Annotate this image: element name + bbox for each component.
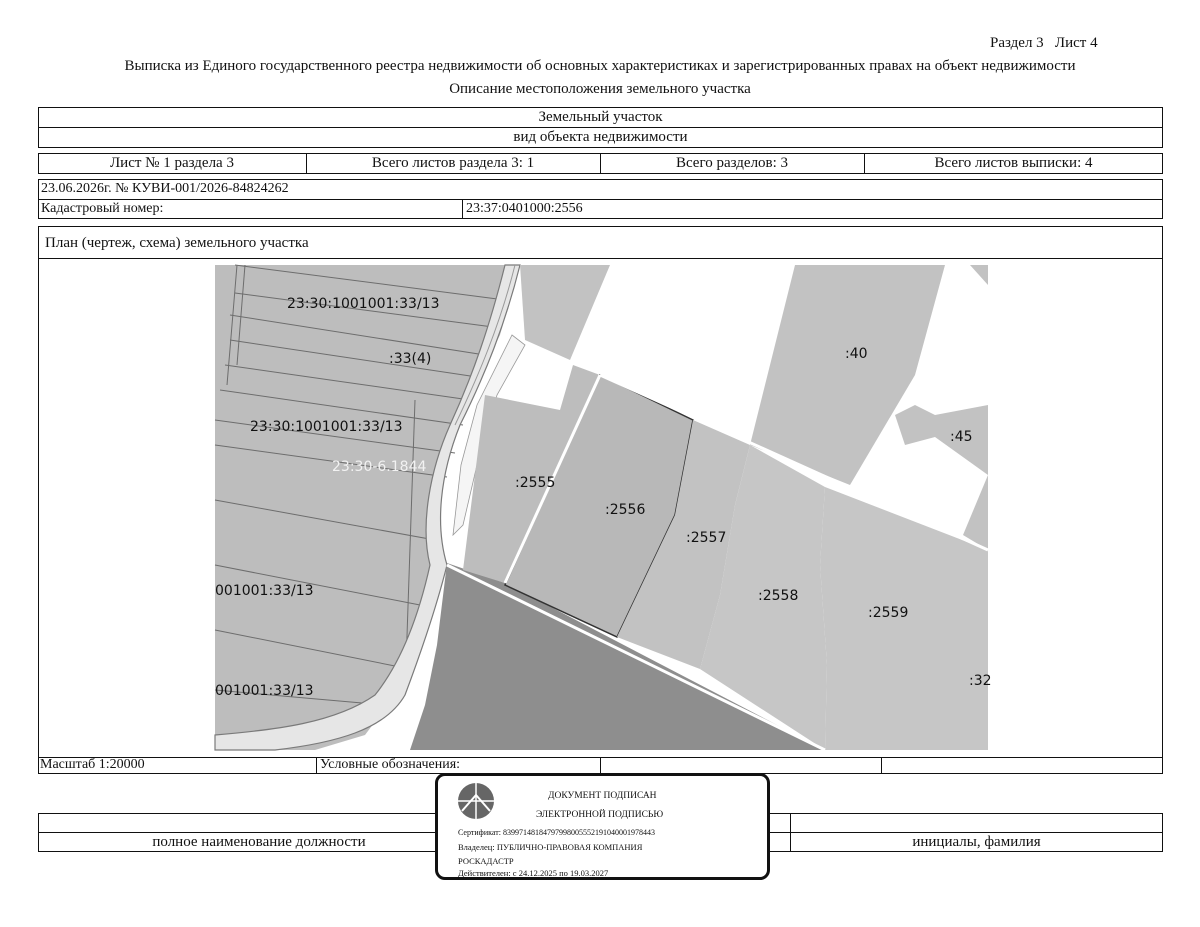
map-label-l3: 23:30:1001001:33/13: [250, 419, 403, 435]
document-title: Выписка из Единого государственного реестра недвижимости об основных характеристиках и зарегистрированных правах на объект недвижимости: [124, 58, 1076, 74]
map-label-2555: :2555: [515, 475, 556, 491]
cadastral-map: [215, 265, 992, 750]
map-label-2559: :2559: [868, 605, 909, 621]
stamp-line1: ДОКУМЕНТ ПОДПИСАН: [548, 791, 657, 801]
record-date-number: 23.06.2026г. № КУВИ-001/2026-84824262: [41, 181, 289, 196]
name-caption: инициалы, фамилия: [912, 834, 1041, 850]
total-section-sheets: Всего листов раздела 3: 1: [371, 155, 535, 171]
total-sections: Всего разделов: 3: [675, 155, 789, 171]
map-label-l1: 23:30:1001001:33/13: [287, 296, 440, 312]
map-label-l2: :33(4): [389, 351, 432, 367]
emblem-icon: [456, 781, 496, 821]
map-label-l6: 001001:33/13: [215, 683, 314, 699]
map-label-l4: 23:30-6.1844: [332, 459, 427, 475]
map-label-32: :32: [969, 673, 992, 689]
e-signature-stamp: [435, 773, 770, 880]
position-caption: полное наименование должности: [152, 834, 366, 850]
total-extract-sheets: Всего листов выписки: 4: [934, 155, 1093, 171]
map-label-45: :45: [950, 429, 973, 445]
section-sheet-label: Раздел 3 Лист 4: [990, 35, 1098, 51]
cadastral-value: 23:37:0401000:2556: [466, 201, 583, 216]
plan-title: План (чертеж, схема) земельного участка: [45, 235, 309, 251]
cadastral-label: Кадастровый номер:: [41, 201, 164, 216]
map-label-l5: 001001:33/13: [215, 583, 314, 599]
map-label-40: :40: [845, 346, 868, 362]
map-label-2556: :2556: [605, 502, 646, 518]
stamp-line2: ЭЛЕКТРОННОЙ ПОДПИСЬЮ: [536, 810, 664, 820]
stamp-owner2: РОСКАДАСТР: [458, 856, 514, 866]
map-label-2557: :2557: [686, 530, 727, 546]
object-type: Земельный участок: [538, 109, 663, 125]
map-label-2558: :2558: [758, 588, 799, 604]
document-subtitle: Описание местоположения земельного участка: [449, 81, 751, 97]
sheet-number: Лист № 1 раздела 3: [110, 155, 234, 171]
stamp-owner: Владелец: ПУБЛИЧНО-ПРАВОВАЯ КОМПАНИЯ: [458, 842, 643, 852]
legend-label: Условные обозначения:: [320, 757, 461, 772]
object-type-caption: вид объекта недвижимости: [513, 129, 688, 145]
scale-label: Масштаб 1:20000: [40, 757, 145, 772]
stamp-certificate: Сертификат: 83997148184797998005552191040001978443: [458, 828, 655, 837]
stamp-valid: Действителен: с 24.12.2025 по 19.03.2027: [458, 868, 609, 878]
